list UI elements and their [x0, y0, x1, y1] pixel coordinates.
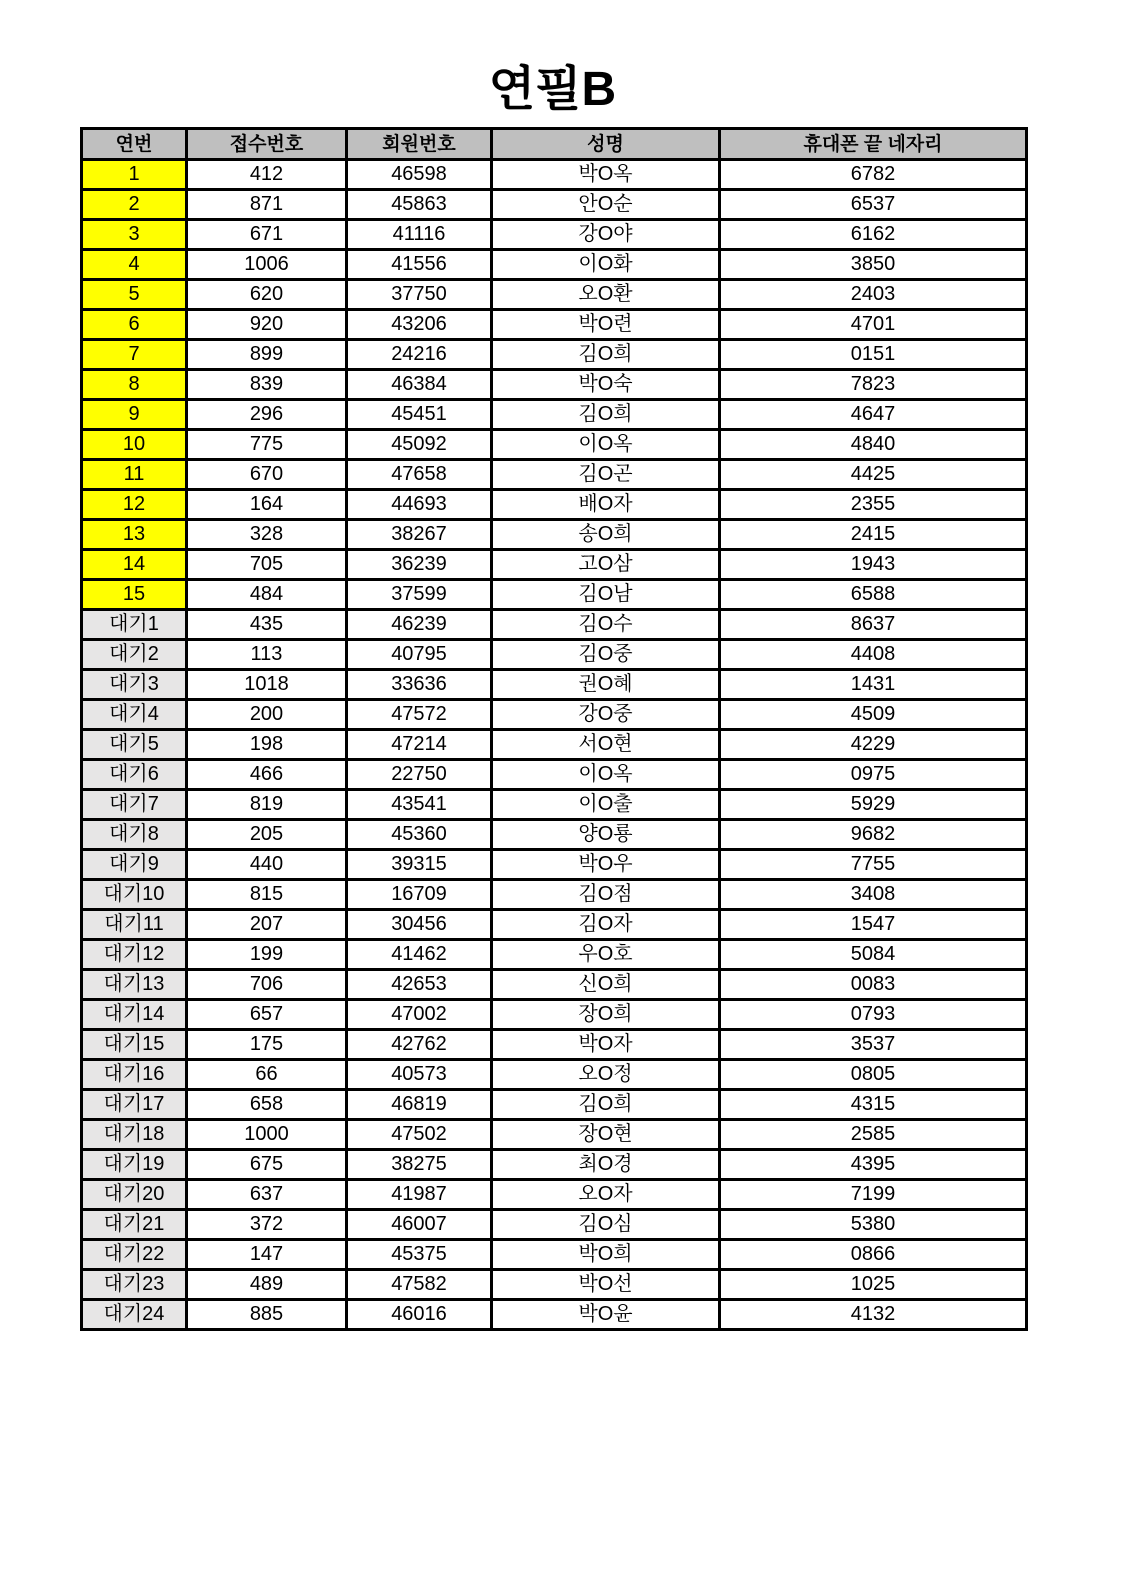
- receipt-cell: 200: [187, 700, 347, 730]
- serial-cell: 4: [82, 250, 187, 280]
- receipt-cell: 435: [187, 610, 347, 640]
- name-cell: 이O화: [492, 250, 720, 280]
- name-cell: 김O희: [492, 1090, 720, 1120]
- name-cell: 김O희: [492, 400, 720, 430]
- member-cell: 24216: [347, 340, 492, 370]
- serial-cell: 대기8: [82, 820, 187, 850]
- table-row: [82, 1180, 1027, 1210]
- serial-cell: 대기11: [82, 910, 187, 940]
- receipt-cell: 484: [187, 580, 347, 610]
- result-table-body: [82, 160, 1027, 1330]
- receipt-cell: 1018: [187, 670, 347, 700]
- result-table: [80, 127, 1028, 1331]
- name-cell: 박O자: [492, 1030, 720, 1060]
- member-cell: 38275: [347, 1150, 492, 1180]
- receipt-cell: 819: [187, 790, 347, 820]
- receipt-cell: 705: [187, 550, 347, 580]
- name-cell: 김O점: [492, 880, 720, 910]
- serial-cell: 10: [82, 430, 187, 460]
- table-row: [82, 460, 1027, 490]
- table-row: [82, 610, 1027, 640]
- member-cell: 45375: [347, 1240, 492, 1270]
- receipt-cell: 670: [187, 460, 347, 490]
- receipt-cell: 412: [187, 160, 347, 190]
- member-cell: 46016: [347, 1300, 492, 1330]
- phone-cell: 6162: [720, 220, 1027, 250]
- member-cell: 44693: [347, 490, 492, 520]
- phone-cell: 0866: [720, 1240, 1027, 1270]
- receipt-cell: 871: [187, 190, 347, 220]
- member-cell: 38267: [347, 520, 492, 550]
- phone-cell: 3537: [720, 1030, 1027, 1060]
- name-cell: 오O자: [492, 1180, 720, 1210]
- receipt-cell: 1000: [187, 1120, 347, 1150]
- member-cell: 30456: [347, 910, 492, 940]
- member-cell: 46007: [347, 1210, 492, 1240]
- phone-cell: 3850: [720, 250, 1027, 280]
- table-row: [82, 400, 1027, 430]
- member-cell: 37750: [347, 280, 492, 310]
- phone-cell: 4425: [720, 460, 1027, 490]
- table-row: [82, 220, 1027, 250]
- member-cell: 42762: [347, 1030, 492, 1060]
- name-cell: 오O환: [492, 280, 720, 310]
- receipt-cell: 199: [187, 940, 347, 970]
- table-row: [82, 370, 1027, 400]
- phone-cell: 5929: [720, 790, 1027, 820]
- phone-cell: 6537: [720, 190, 1027, 220]
- phone-cell: 7199: [720, 1180, 1027, 1210]
- serial-cell: 대기22: [82, 1240, 187, 1270]
- receipt-cell: 839: [187, 370, 347, 400]
- name-cell: 강O중: [492, 700, 720, 730]
- serial-cell: 대기2: [82, 640, 187, 670]
- phone-cell: 5380: [720, 1210, 1027, 1240]
- receipt-cell: 113: [187, 640, 347, 670]
- serial-cell: 9: [82, 400, 187, 430]
- phone-cell: 4509: [720, 700, 1027, 730]
- table-row: [82, 1000, 1027, 1030]
- phone-cell: 0151: [720, 340, 1027, 370]
- member-cell: 40573: [347, 1060, 492, 1090]
- serial-cell: 대기18: [82, 1120, 187, 1150]
- phone-cell: 1943: [720, 550, 1027, 580]
- name-cell: 박O우: [492, 850, 720, 880]
- receipt-cell: 775: [187, 430, 347, 460]
- receipt-cell: 175: [187, 1030, 347, 1060]
- name-cell: 오O정: [492, 1060, 720, 1090]
- phone-cell: 2585: [720, 1120, 1027, 1150]
- receipt-cell: 466: [187, 760, 347, 790]
- name-cell: 권O혜: [492, 670, 720, 700]
- phone-cell: 6588: [720, 580, 1027, 610]
- table-row: [82, 340, 1027, 370]
- table-row: [82, 880, 1027, 910]
- member-cell: 46384: [347, 370, 492, 400]
- table-row: [82, 640, 1027, 670]
- table-row: [82, 850, 1027, 880]
- table-row: [82, 310, 1027, 340]
- table-row: [82, 430, 1027, 460]
- table-row: [82, 670, 1027, 700]
- serial-cell: 대기7: [82, 790, 187, 820]
- serial-cell: 대기20: [82, 1180, 187, 1210]
- page-title: 연필B: [488, 63, 617, 116]
- receipt-cell: 920: [187, 310, 347, 340]
- table-row: [82, 1060, 1027, 1090]
- receipt-cell: 815: [187, 880, 347, 910]
- member-cell: 41987: [347, 1180, 492, 1210]
- phone-cell: 7755: [720, 850, 1027, 880]
- receipt-cell: 658: [187, 1090, 347, 1120]
- receipt-cell: 296: [187, 400, 347, 430]
- name-cell: 송O희: [492, 520, 720, 550]
- name-cell: 박O윤: [492, 1300, 720, 1330]
- member-cell: 45863: [347, 190, 492, 220]
- phone-cell: 0805: [720, 1060, 1027, 1090]
- receipt-cell: 899: [187, 340, 347, 370]
- name-cell: 김O중: [492, 640, 720, 670]
- phone-cell: 3408: [720, 880, 1027, 910]
- serial-cell: 14: [82, 550, 187, 580]
- phone-cell: 4647: [720, 400, 1027, 430]
- table-header: [82, 129, 1027, 160]
- phone-cell: 6782: [720, 160, 1027, 190]
- table-row: [82, 490, 1027, 520]
- member-cell: 42653: [347, 970, 492, 1000]
- serial-cell: 8: [82, 370, 187, 400]
- receipt-cell: 198: [187, 730, 347, 760]
- serial-cell: 대기12: [82, 940, 187, 970]
- serial-cell: 대기24: [82, 1300, 187, 1330]
- serial-cell: 대기14: [82, 1000, 187, 1030]
- serial-cell: 대기16: [82, 1060, 187, 1090]
- phone-cell: 9682: [720, 820, 1027, 850]
- table-row: [82, 1120, 1027, 1150]
- table-row: [82, 1210, 1027, 1240]
- name-cell: 이O옥: [492, 760, 720, 790]
- serial-cell: 대기9: [82, 850, 187, 880]
- phone-cell: 1025: [720, 1270, 1027, 1300]
- name-cell: 김O남: [492, 580, 720, 610]
- receipt-cell: 207: [187, 910, 347, 940]
- phone-cell: 4395: [720, 1150, 1027, 1180]
- name-cell: 박O옥: [492, 160, 720, 190]
- name-cell: 최O경: [492, 1150, 720, 1180]
- name-cell: 박O희: [492, 1240, 720, 1270]
- member-cell: 47582: [347, 1270, 492, 1300]
- phone-cell: 2355: [720, 490, 1027, 520]
- table-row: [82, 1090, 1027, 1120]
- member-cell: 33636: [347, 670, 492, 700]
- name-cell: 박O선: [492, 1270, 720, 1300]
- member-cell: 45092: [347, 430, 492, 460]
- table-row: [82, 970, 1027, 1000]
- table-row: [82, 160, 1027, 190]
- phone-cell: 1547: [720, 910, 1027, 940]
- name-cell: 박O련: [492, 310, 720, 340]
- serial-cell: 13: [82, 520, 187, 550]
- serial-cell: 1: [82, 160, 187, 190]
- member-cell: 47572: [347, 700, 492, 730]
- serial-cell: 11: [82, 460, 187, 490]
- member-cell: 43541: [347, 790, 492, 820]
- name-cell: 장O희: [492, 1000, 720, 1030]
- sheet: [80, 62, 1025, 1331]
- member-cell: 40795: [347, 640, 492, 670]
- name-cell: 김O수: [492, 610, 720, 640]
- member-cell: 47658: [347, 460, 492, 490]
- table-row: [82, 250, 1027, 280]
- member-cell: 46819: [347, 1090, 492, 1120]
- name-cell: 김O자: [492, 910, 720, 940]
- table-row: [82, 910, 1027, 940]
- table-row: [82, 730, 1027, 760]
- name-cell: 장O현: [492, 1120, 720, 1150]
- serial-cell: 15: [82, 580, 187, 610]
- serial-cell: 대기23: [82, 1270, 187, 1300]
- member-cell: 45451: [347, 400, 492, 430]
- table-row: [82, 940, 1027, 970]
- phone-cell: 7823: [720, 370, 1027, 400]
- serial-cell: 7: [82, 340, 187, 370]
- member-cell: 36239: [347, 550, 492, 580]
- receipt-cell: 620: [187, 280, 347, 310]
- member-cell: 39315: [347, 850, 492, 880]
- table-row: [82, 700, 1027, 730]
- receipt-cell: 885: [187, 1300, 347, 1330]
- phone-cell: 4408: [720, 640, 1027, 670]
- table-row: [82, 1030, 1027, 1060]
- name-cell: 배O자: [492, 490, 720, 520]
- member-cell: 16709: [347, 880, 492, 910]
- receipt-cell: 328: [187, 520, 347, 550]
- name-cell: 안O순: [492, 190, 720, 220]
- serial-cell: 대기21: [82, 1210, 187, 1240]
- receipt-cell: 706: [187, 970, 347, 1000]
- column-header-serial: 연번: [82, 129, 187, 160]
- member-cell: 45360: [347, 820, 492, 850]
- name-cell: 강O야: [492, 220, 720, 250]
- receipt-cell: 205: [187, 820, 347, 850]
- table-row: [82, 280, 1027, 310]
- serial-cell: 대기17: [82, 1090, 187, 1120]
- serial-cell: 대기4: [82, 700, 187, 730]
- phone-cell: 0793: [720, 1000, 1027, 1030]
- table-row: [82, 190, 1027, 220]
- column-header-receipt: 접수번호: [187, 129, 347, 160]
- table-row: [82, 550, 1027, 580]
- phone-cell: 2403: [720, 280, 1027, 310]
- phone-cell: 4840: [720, 430, 1027, 460]
- table-row: [82, 580, 1027, 610]
- table-row: [82, 1300, 1027, 1330]
- column-header-name: 성명: [492, 129, 720, 160]
- phone-cell: 4315: [720, 1090, 1027, 1120]
- serial-cell: 6: [82, 310, 187, 340]
- member-cell: 43206: [347, 310, 492, 340]
- header-row: [82, 129, 1027, 160]
- member-cell: 41116: [347, 220, 492, 250]
- serial-cell: 대기13: [82, 970, 187, 1000]
- phone-cell: 0083: [720, 970, 1027, 1000]
- member-cell: 41462: [347, 940, 492, 970]
- serial-cell: 2: [82, 190, 187, 220]
- name-cell: 김O곤: [492, 460, 720, 490]
- table-row: [82, 820, 1027, 850]
- table-row: [82, 520, 1027, 550]
- receipt-cell: 440: [187, 850, 347, 880]
- member-cell: 47002: [347, 1000, 492, 1030]
- phone-cell: 0975: [720, 760, 1027, 790]
- serial-cell: 5: [82, 280, 187, 310]
- column-header-phone: 휴대폰 끝 네자리: [720, 129, 1027, 160]
- name-cell: 우O호: [492, 940, 720, 970]
- column-header-member: 회원번호: [347, 129, 492, 160]
- serial-cell: 대기5: [82, 730, 187, 760]
- serial-cell: 대기19: [82, 1150, 187, 1180]
- serial-cell: 대기3: [82, 670, 187, 700]
- phone-cell: 4701: [720, 310, 1027, 340]
- serial-cell: 대기15: [82, 1030, 187, 1060]
- table-row: [82, 790, 1027, 820]
- receipt-cell: 671: [187, 220, 347, 250]
- table-row: [82, 760, 1027, 790]
- member-cell: 46598: [347, 160, 492, 190]
- serial-cell: 3: [82, 220, 187, 250]
- member-cell: 47502: [347, 1120, 492, 1150]
- phone-cell: 8637: [720, 610, 1027, 640]
- receipt-cell: 372: [187, 1210, 347, 1240]
- member-cell: 47214: [347, 730, 492, 760]
- receipt-cell: 489: [187, 1270, 347, 1300]
- receipt-cell: 164: [187, 490, 347, 520]
- receipt-cell: 675: [187, 1150, 347, 1180]
- name-cell: 박O숙: [492, 370, 720, 400]
- name-cell: 김O희: [492, 340, 720, 370]
- receipt-cell: 637: [187, 1180, 347, 1210]
- phone-cell: 1431: [720, 670, 1027, 700]
- serial-cell: 대기6: [82, 760, 187, 790]
- name-cell: 이O옥: [492, 430, 720, 460]
- name-cell: 신O희: [492, 970, 720, 1000]
- table-row: [82, 1240, 1027, 1270]
- serial-cell: 12: [82, 490, 187, 520]
- member-cell: 37599: [347, 580, 492, 610]
- table-row: [82, 1150, 1027, 1180]
- table-row: [82, 1270, 1027, 1300]
- receipt-cell: 66: [187, 1060, 347, 1090]
- name-cell: 서O현: [492, 730, 720, 760]
- phone-cell: 2415: [720, 520, 1027, 550]
- serial-cell: 대기10: [82, 880, 187, 910]
- receipt-cell: 147: [187, 1240, 347, 1270]
- member-cell: 41556: [347, 250, 492, 280]
- receipt-cell: 1006: [187, 250, 347, 280]
- member-cell: 46239: [347, 610, 492, 640]
- phone-cell: 5084: [720, 940, 1027, 970]
- name-cell: 이O출: [492, 790, 720, 820]
- serial-cell: 대기1: [82, 610, 187, 640]
- phone-cell: 4132: [720, 1300, 1027, 1330]
- name-cell: 김O심: [492, 1210, 720, 1240]
- name-cell: 양O룡: [492, 820, 720, 850]
- member-cell: 22750: [347, 760, 492, 790]
- receipt-cell: 657: [187, 1000, 347, 1030]
- phone-cell: 4229: [720, 730, 1027, 760]
- name-cell: 고O삼: [492, 550, 720, 580]
